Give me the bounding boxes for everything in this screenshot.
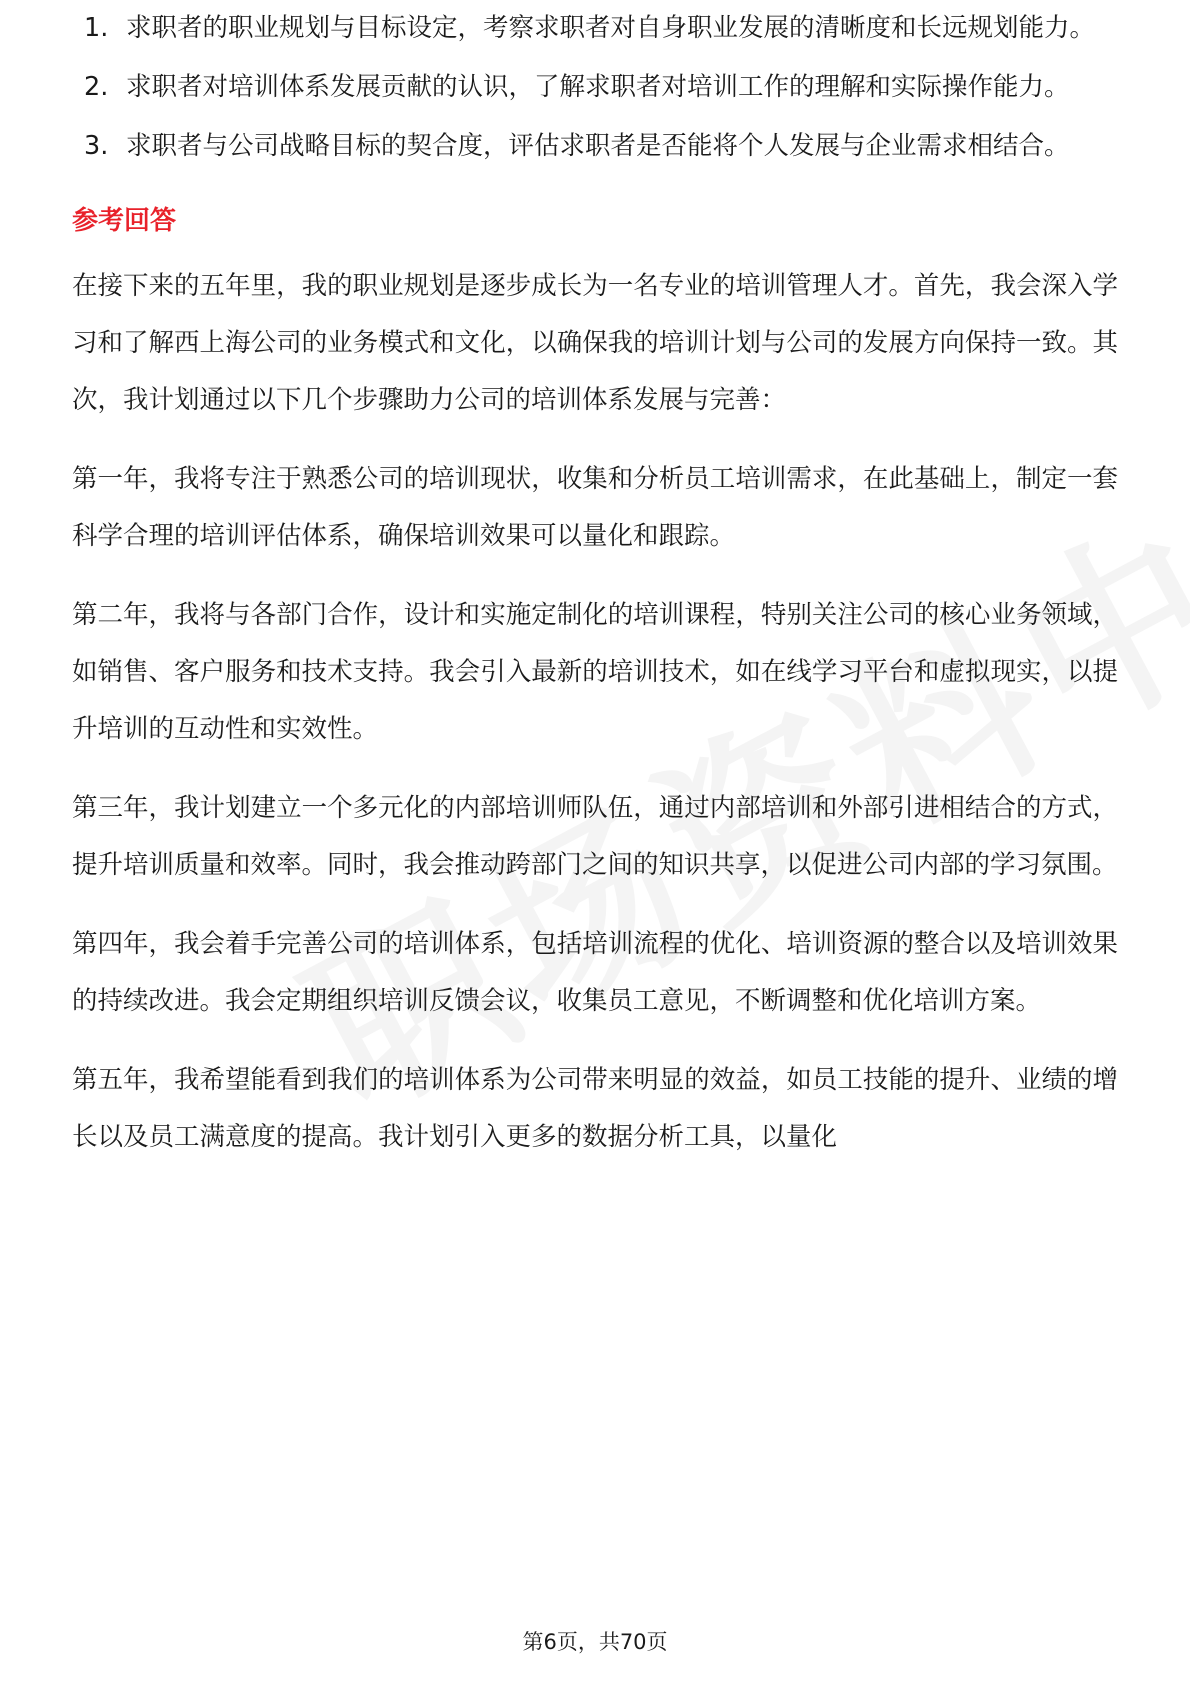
evaluation-points-list	[72, 0, 1118, 175]
list-item	[72, 59, 1118, 116]
list-item-number: 3.	[84, 131, 109, 161]
page-content	[72, 13, 1118, 1188]
answer-paragraph-year-3: 第三年，我计划建立一个多元化的内部培训师队伍，通过内部培训和外部引进相结合的方式，提升培训质量和效率。同时，我会推动跨部门之间的知识共享，以促进公司内部的学习氛围。	[72, 793, 1118, 880]
list-item-text: 求职者的职业规划与目标设定，考察求职者对自身职业发展的清晰度和长远规划能力。	[126, 13, 1096, 43]
answer-paragraph-year-1: 第一年，我将专注于熟悉公司的培训现状，收集和分析员工培训需求，在此基础上，制定一套科学合理的培训评估体系，确保培训效果可以量化和跟踪。	[72, 464, 1118, 551]
list-item-number: 2.	[84, 72, 109, 102]
list-item-text: 求职者对培训体系发展贡献的认识，了解求职者对培训工作的理解和实际操作能力。	[126, 72, 1070, 102]
answer-paragraph-year-4: 第四年，我会着手完善公司的培训体系，包括培训流程的优化、培训资源的整合以及培训效果的持续改进。我会定期组织培训反馈会议，收集员工意见，不断调整和优化培训方案。	[72, 929, 1118, 1016]
list-item-number: 1.	[84, 13, 109, 43]
answer-paragraph-intro: 在接下来的五年里，我的职业规划是逐步成长为一名专业的培训管理人才。首先，我会深入学习和了解西上海公司的业务模式和文化，以确保我的培训计划与公司的发展方向保持一致。其次，我计划通过以下几个步骤助力公司的培训体系发展与完善：	[72, 271, 1118, 415]
list-item	[72, 0, 1118, 57]
list-item-text: 求职者与公司战略目标的契合度，评估求职者是否能将个人发展与企业需求相结合。	[126, 131, 1070, 161]
list-item	[72, 118, 1118, 175]
answer-paragraph-year-5: 第五年，我希望能看到我们的培训体系为公司带来明显的效益，如员工技能的提升、业绩的增长以及员工满意度的提高。我计划引入更多的数据分析工具，以量化	[72, 1065, 1118, 1152]
answer-paragraph-year-2: 第二年，我将与各部门合作，设计和实施定制化的培训课程，特别关注公司的核心业务领域，如销售、客户服务和技术支持。我会引入最新的培训技术，如在线学习平台和虚拟现实，以提升培训的互动性和实效性。	[72, 600, 1118, 744]
page-number-footer: 第6页，共70页	[522, 1630, 668, 1654]
answer-heading: 参考回答	[72, 206, 177, 236]
